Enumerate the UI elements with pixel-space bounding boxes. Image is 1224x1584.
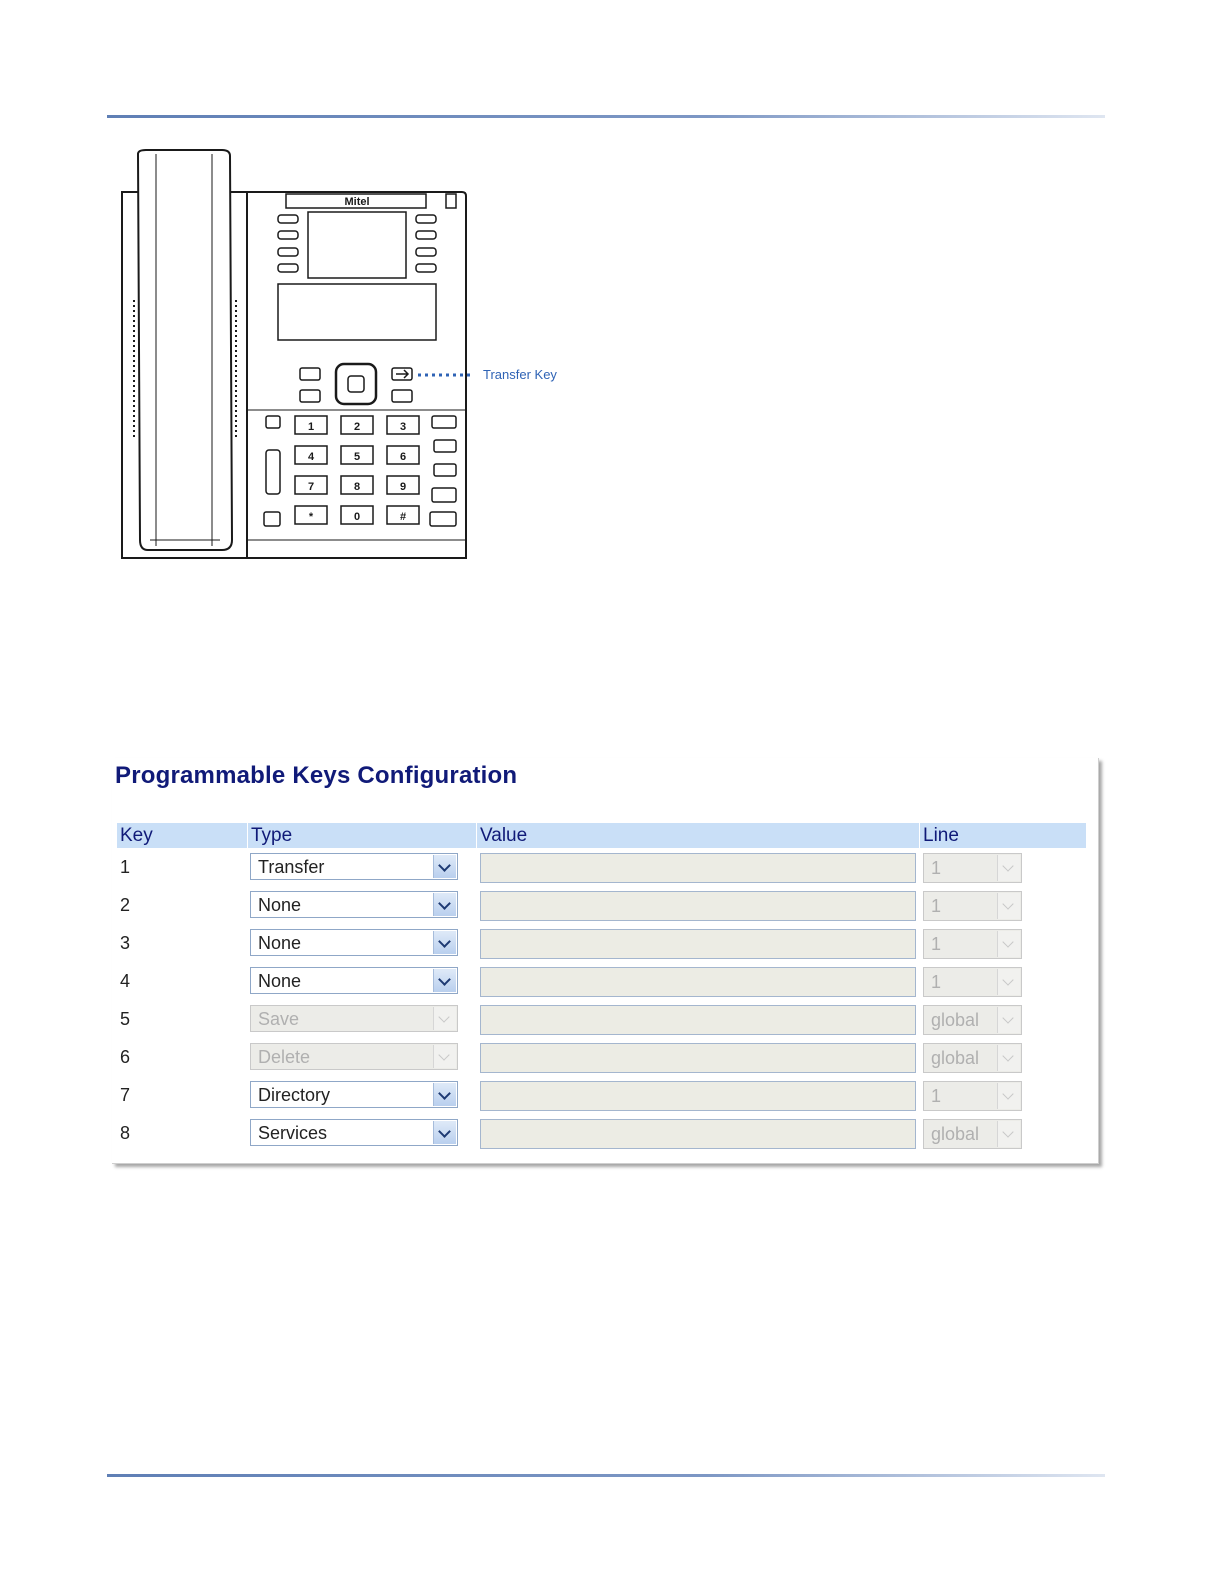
table-row (112, 1005, 1092, 1035)
line-select-value: global (931, 1124, 980, 1144)
line-select-value: global (931, 1048, 980, 1068)
type-select[interactable] (250, 853, 458, 880)
chevron-down-icon[interactable] (433, 855, 456, 878)
chevron-down-icon (997, 931, 1020, 957)
dial-key-1: 1 (307, 421, 315, 433)
key-number: 4 (120, 971, 131, 991)
transfer-key-callout: Transfer Key (483, 367, 557, 382)
chevron-down-icon[interactable] (433, 931, 456, 954)
column-header-key: Key (117, 823, 247, 848)
type-select-value: Save (258, 1009, 300, 1029)
dial-key-4: 4 (307, 451, 315, 463)
value-input (480, 1043, 916, 1073)
key-number: 3 (120, 933, 131, 953)
line-select (923, 967, 1022, 997)
value-input (480, 967, 916, 997)
type-select[interactable] (250, 1119, 458, 1146)
dial-key-3: 3 (399, 421, 407, 433)
chevron-down-icon (997, 1045, 1020, 1071)
table-row (112, 1119, 1092, 1149)
line-select-value: 1 (931, 972, 942, 992)
type-select[interactable] (250, 1081, 458, 1108)
header-rule (107, 115, 1105, 118)
chevron-down-icon (997, 1121, 1020, 1147)
dial-key-2: 2 (353, 421, 361, 433)
chevron-down-icon[interactable] (433, 969, 456, 992)
line-select (923, 1119, 1022, 1149)
line-select (923, 1005, 1022, 1035)
dial-key-8: 8 (353, 481, 361, 493)
chevron-down-icon (997, 855, 1020, 881)
chevron-down-icon (433, 1007, 456, 1030)
type-select-value: Delete (258, 1047, 311, 1067)
brand-label: Mitel (344, 196, 370, 208)
key-number: 5 (120, 1009, 131, 1029)
value-input (480, 1005, 916, 1035)
chevron-down-icon (997, 893, 1020, 919)
value-input (480, 1119, 916, 1149)
key-number: 8 (120, 1123, 131, 1143)
key-number: 2 (120, 895, 131, 915)
table-row (112, 853, 1092, 883)
type-select-value: None (258, 895, 302, 915)
line-select-value: 1 (931, 896, 942, 916)
line-select-value: 1 (931, 858, 942, 878)
phone-illustration (112, 140, 572, 570)
chevron-down-icon (997, 1083, 1020, 1109)
type-select[interactable] (250, 929, 458, 956)
line-select-value: global (931, 1010, 980, 1030)
type-select-value: Transfer (258, 857, 325, 877)
value-input (480, 891, 916, 921)
type-select-value: Directory (258, 1085, 331, 1105)
table-row (112, 929, 1092, 959)
dial-key-0: 0 (353, 511, 361, 523)
table-row (112, 891, 1092, 921)
line-select (923, 1043, 1022, 1073)
column-header-value: Value (477, 823, 919, 848)
chevron-down-icon (997, 1007, 1020, 1033)
dial-key-star: * (308, 511, 314, 523)
chevron-down-icon (997, 969, 1020, 995)
table-row (112, 1081, 1092, 1111)
column-header-line: Line (920, 823, 1086, 848)
line-select (923, 1081, 1022, 1111)
dial-key-5: 5 (353, 451, 361, 463)
type-select-value: Services (258, 1123, 328, 1143)
chevron-down-icon[interactable] (433, 1083, 456, 1106)
dial-key-7: 7 (307, 481, 315, 493)
key-number: 7 (120, 1085, 131, 1105)
table-row (112, 1043, 1092, 1073)
key-number: 6 (120, 1047, 131, 1067)
value-input (480, 853, 916, 883)
type-select (250, 1043, 458, 1070)
line-select-value: 1 (931, 1086, 942, 1106)
table-row (112, 967, 1092, 997)
type-select-value: None (258, 933, 302, 953)
type-select-value: None (258, 971, 302, 991)
line-select-value: 1 (931, 934, 942, 954)
line-select (923, 929, 1022, 959)
value-input (480, 1081, 916, 1111)
key-number: 1 (120, 857, 131, 877)
type-select[interactable] (250, 967, 458, 994)
programmable-keys-panel (112, 758, 1099, 1164)
line-select (923, 891, 1022, 921)
dial-key-9: 9 (399, 481, 407, 493)
value-input (480, 929, 916, 959)
panel-title: Programmable Keys Configuration (115, 762, 518, 789)
chevron-down-icon[interactable] (433, 893, 456, 916)
dial-key-6: 6 (399, 451, 407, 463)
line-select (923, 853, 1022, 883)
chevron-down-icon (433, 1045, 456, 1068)
chevron-down-icon[interactable] (433, 1121, 456, 1144)
type-select (250, 1005, 458, 1032)
column-header-type: Type (248, 823, 476, 848)
type-select[interactable] (250, 891, 458, 918)
dial-key-hash: # (399, 511, 407, 523)
footer-rule (107, 1474, 1105, 1477)
